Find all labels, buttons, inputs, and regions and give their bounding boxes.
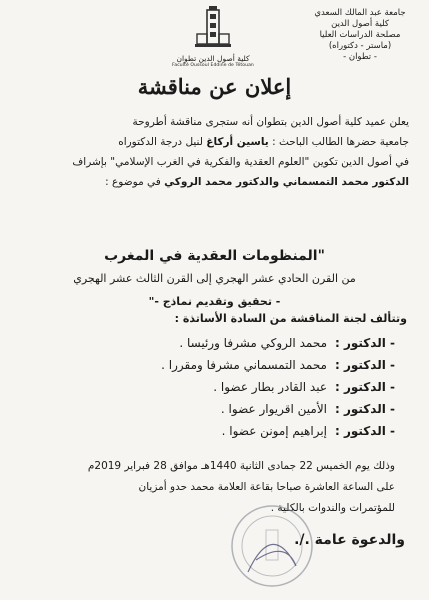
header-line: جامعة عبد المالك السعدي — [314, 8, 406, 18]
institution-header — [305, 8, 415, 63]
intro-line-4: الدكتور محمد التمسماني والدكتور محمد الروكي في موضوع : — [105, 176, 409, 188]
header-line: مصلحة الدراسات العليا — [319, 30, 401, 40]
committee-member: - الدكتور :عبد القادر بطار عضوا . — [213, 380, 395, 394]
intro-line-1: يعلن عميد كلية أصول الدين بتطوان أنه ستجرى مناقشة أطروحة — [132, 116, 409, 128]
committee-member: - الدكتور :محمد التمسماني مشرفا ومقررا . — [161, 358, 395, 372]
committee-heading: وتتألف لجنة المناقشة من السادة الأساتذة : — [174, 312, 407, 325]
schedule-line: على الساعة العاشرة صباحا بقاعة العلامة محمد حدو أمزيان — [138, 481, 395, 493]
closing-invitation: والدعوة عامة ./. — [294, 532, 405, 548]
supervisors: الدكتور محمد التمسماني والدكتور محمد الروكي — [164, 176, 409, 188]
committee-member: - الدكتور :إبراهيم إمونن عضوا . — [221, 424, 395, 438]
thesis-note: - تحقيق وتقديم نماذج -" — [148, 295, 281, 308]
header-line: كلية أصول الدين — [331, 19, 389, 29]
logo-arabic-name: كلية أصول الدين تطوان — [176, 54, 250, 63]
faculty-logo — [168, 4, 258, 69]
committee-member: - الدكتور :الأمين اقريوار عضوا . — [220, 402, 395, 416]
schedule — [10, 456, 395, 519]
thesis-subtitle: من القرن الحادي عشر الهجري إلى القرن الثالث عشر الهجري — [73, 272, 356, 285]
committee-list — [161, 332, 395, 442]
logo-french-name: Faculté Oussoul Eddine de Tétouan — [172, 63, 254, 68]
program-name: "العلوم العقدية والفكرية في الغرب الإسلامي" — [110, 156, 310, 168]
header-line: (ماستر - دكتوراه) — [328, 41, 392, 51]
minaret-logo-icon — [191, 4, 235, 54]
student-name: ياسين أركاغ — [206, 136, 269, 148]
schedule-line: وذلك يوم الخميس 22 جمادى الثانية 1440هـ موافق 28 فبراير 2019م — [87, 460, 395, 472]
intro-line-3: في أصول الدين تكوين "العلوم العقدية والفكرية في الغرب الإسلامي" بإشراف — [72, 156, 409, 168]
committee-member: - الدكتور :محمد الروكي مشرفا ورئيسا . — [179, 336, 395, 350]
header-line: - تطوان - — [343, 52, 377, 62]
page-title: إعلان عن مناقشة — [137, 74, 292, 99]
intro-line-2: جامعية حضرها الطالب الباحث : ياسين أركاغ لنيل درجة الدكتوراه — [118, 136, 409, 148]
thesis-title: "المنظومات العقدية في المغرب — [104, 248, 325, 264]
schedule-line: للمؤتمرات والندوات بالكلية . — [270, 502, 395, 514]
